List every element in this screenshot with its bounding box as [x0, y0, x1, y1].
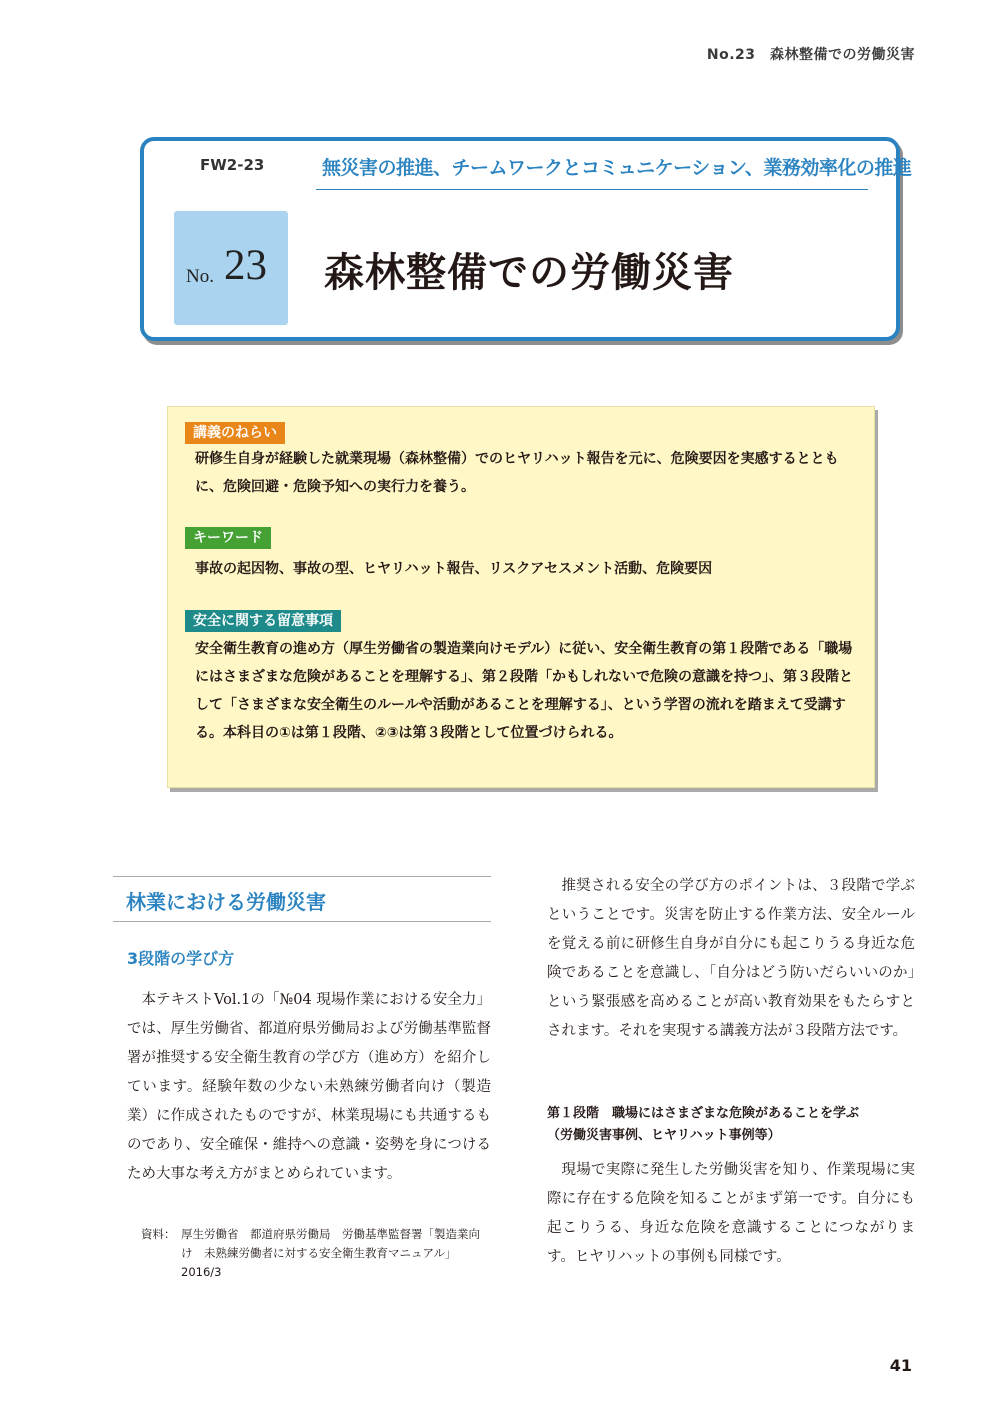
keywords-text: 事故の起因物、事故の型、ヒヤリハット報告、リスクアセスメント活動、危険要因	[195, 561, 713, 577]
source-text: 厚生労働省 都道府県労働局 労働基準監督署「製造業向け 未熟練労働者に対する安全衛生教育マニュアル」2016/3	[181, 1227, 480, 1279]
section-heading: 林業における労働災害	[126, 890, 326, 914]
intro-paragraph: 本テキストVol.1の「№04 現場作業における安全力」では、厚生労働省、都道府県労働局および労働基準監督署が推奨する安全衛生教育の学び方（進め方）を紹介しています。経験年数の少ない未熟練労働者向け（製造業）に作成されたものですが、林業現場にも共通するものであり、安全確保・維持への意識・姿勢を身につけるため大事な考え方がまとめられています。	[127, 992, 491, 1182]
stage-1-heading-line1: 第１段階 職場にはさまざまな危険があることを学ぶ	[547, 1106, 860, 1121]
lesson-subtitle: 無災害の推進、チームワークとコミュニケーション、業務効率化の推進	[322, 157, 912, 179]
sub-heading: 3段階の学び方	[127, 949, 235, 968]
page-title: 森林整備での労働災害	[324, 250, 734, 296]
safety-text: 安全衛生教育の進め方（厚生労働省の製造業向けモデル）に従い、安全衛生教育の第１段階である「職場にはさまざまな危険があることを理解する」、第２段階「かもしれないで危険の意識を持つ」、第３段階として「さまざまな安全衛生のルールや活動があることを理解する」、という学習の流れを踏まえて受講する。本科目の①は第１段階、②③は第３段階として位置づけられる。	[195, 641, 853, 741]
lesson-number-prefix: No.	[186, 266, 214, 287]
aim-tag: 講義のねらい	[185, 422, 285, 444]
safety-tag: 安全に関する留意事項	[185, 610, 341, 632]
page-number: 41	[889, 1356, 912, 1375]
title-box	[140, 137, 912, 341]
lesson-notes-box	[167, 406, 875, 788]
section-heading-box	[113, 876, 491, 922]
title-divider	[316, 189, 868, 190]
learning-points-paragraph: 推奨される安全の学び方のポイントは、３段階で学ぶということです。災害を防止する作業方法、安全ルールを覚える前に研修生自身が自分にも起こりうる身近な危険であることを意識し、「自分はどう防いだらいいのか」という緊張感を高めることが高い教育効果をもたらすとされます。それを実現する講義方法が３段階方法です。	[547, 878, 915, 1039]
keywords-tag: キーワード	[185, 527, 271, 549]
source-label: 資料：	[141, 1227, 176, 1241]
aim-text: 研修生自身が経験した就業現場（森林整備）でのヒヤリハット報告を元に、危険要因を実感するとともに、危険回避・危険予知への実行力を養う。	[195, 451, 839, 495]
stage-1-paragraph: 現場で実際に発生した労働災害を知り、作業現場に実際に存在する危険を知ることがまず第一です。自分にも起こりうる、身近な危険を意識することにつながります。ヒヤリハットの事例も同様です。	[547, 1162, 915, 1265]
lesson-number-badge	[174, 211, 288, 325]
lesson-number: 23	[224, 242, 267, 289]
running-header: No.23 森林整備での労働災害	[706, 47, 915, 63]
lesson-code: FW2-23	[200, 156, 265, 174]
stage-1-heading-line2: （労働災害事例、ヒヤリハット事例等）	[547, 1128, 781, 1143]
stage-1-heading	[547, 1103, 915, 1147]
